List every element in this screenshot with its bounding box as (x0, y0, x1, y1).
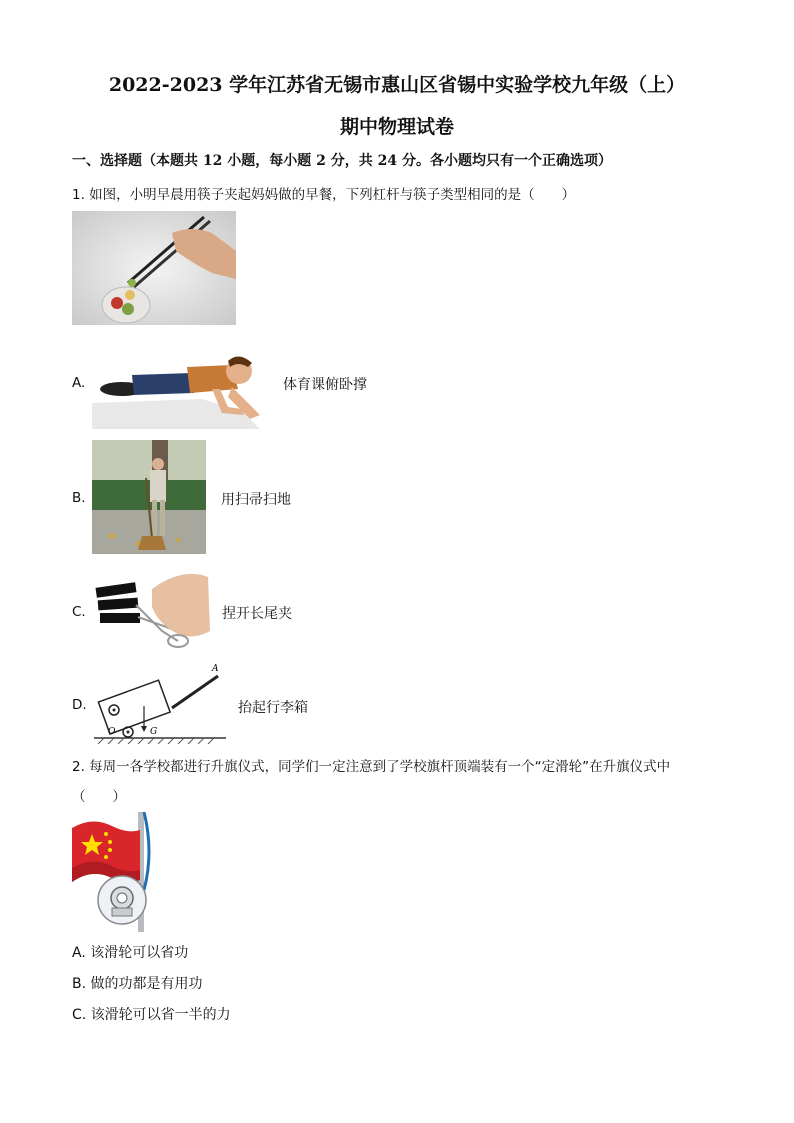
option-b-text: 用扫帚扫地 (221, 492, 291, 508)
label-a: A (212, 664, 219, 674)
option-b-letter: B. (72, 490, 86, 506)
q2-option-c-letter: C. (72, 1007, 87, 1023)
binder-clip-photo (92, 571, 210, 649)
label-g: G (150, 727, 158, 737)
flag-pulley-illustration (72, 812, 154, 932)
sweeping-photo (92, 440, 206, 554)
suitcase-lever-diagram (94, 660, 226, 744)
option-a-text: 体育课俯卧撑 (283, 377, 367, 393)
q2-option-a-text: 该滑轮可以省功 (90, 945, 189, 961)
q2-option-c (72, 1004, 231, 1024)
q2-option-a-letter: A. (72, 945, 86, 961)
q2-option-b-letter: B. (72, 976, 87, 992)
push-up-illustration (92, 353, 260, 429)
section-heading: 一、选择题（本题共 12 小题，每小题 2 分，共 24 分。各小题均只有一个正确选项） (72, 153, 612, 169)
chopsticks-photo (72, 211, 236, 325)
label-o: O (108, 727, 116, 737)
exam-title-line2: 期中物理试卷 (339, 116, 454, 138)
option-a-letter: A. (72, 375, 86, 391)
question-2-stem: 2. 每周一各学校都进行升旗仪式，同学们一定注意到了学校旗杆顶端装有一个“定滑轮”在升旗仪式中 (72, 759, 671, 775)
option-c-letter: C. (72, 604, 86, 620)
exam-title-line1: 2022-2023 学年江苏省无锡市惠山区省锡中实验学校九年级（上） (108, 74, 686, 96)
question-2-blank: （ ） (72, 789, 126, 805)
q2-option-c-text: 该滑轮可以省一半的力 (90, 1007, 231, 1023)
option-c-text: 捏开长尾夹 (222, 606, 292, 622)
option-d-text: 抬起行李箱 (238, 700, 308, 716)
option-d-letter: D. (72, 697, 87, 713)
q2-option-a (72, 942, 188, 962)
q2-option-b-text: 做的功都是有用功 (90, 976, 203, 992)
q2-option-b (72, 973, 203, 993)
question-1-stem: 1. 如图，小明早晨用筷子夹起妈妈做的早餐，下列杠杆与筷子类型相同的是（ ） (72, 187, 576, 203)
